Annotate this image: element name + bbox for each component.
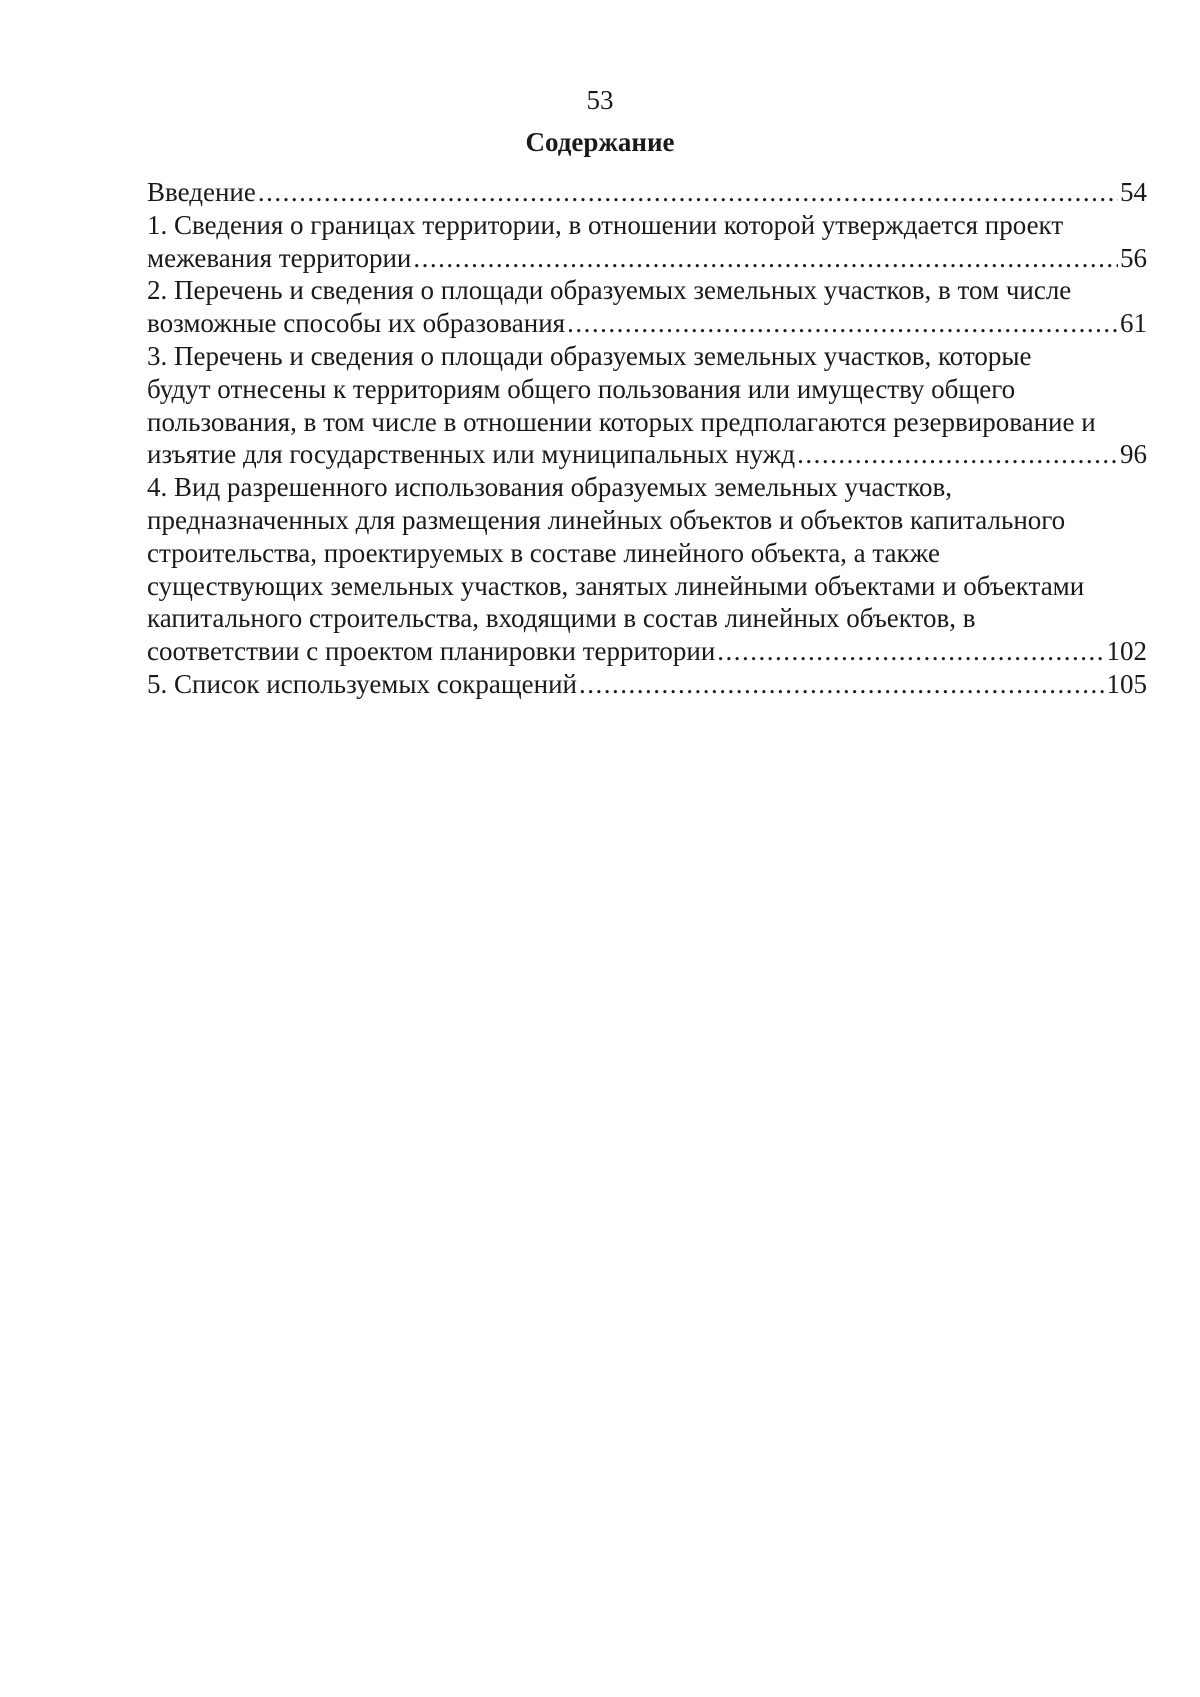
toc-entry-introduction [147,176,1147,209]
dot-leader [567,307,1118,340]
table-of-contents [147,176,1147,701]
toc-entry-text: 3. Перечень и сведения о площади образуемых земельных участков, которые [147,340,1032,371]
toc-entry-text: соответствии с проектом планировки территории [147,636,716,667]
toc-page-number: 105 [1106,668,1147,699]
dot-leader [413,242,1118,275]
toc-entry-text: 5. Список используемых сокращений [147,668,577,699]
toc-entry-text: существующих земельных участков, занятых линейными объектами и объектами [147,570,1085,601]
toc-page-number: 96 [1120,439,1147,470]
toc-entry-text: 2. Перечень и сведения о площади образуемых земельных участков, в том числе [147,275,1072,306]
toc-page-number: 56 [1120,242,1147,273]
toc-page-number: 61 [1120,308,1147,339]
toc-entry-text: возможные способы их образования [147,308,566,339]
page-number: 53 [586,85,614,115]
toc-entry-text: предназначенных для размещения линейных объектов и объектов капитального [147,504,1066,535]
toc-entry-text: строительства, проектируемых в составе линейного объекта, а также [147,537,940,568]
toc-entry-5 [147,668,1147,701]
toc-entry-text: будут отнесены к территориям общего пользования или имуществу общего [147,373,1016,404]
toc-entry-text: пользования, в том числе в отношении которых предполагаются резервирование и [147,406,1096,437]
dot-leader [797,438,1118,471]
toc-entry-text: Введение [147,177,256,207]
toc-entry-text: капитального строительства, входящими в состав линейных объектов, в [147,603,976,634]
toc-page-number: 102 [1106,636,1147,667]
toc-entry-2 [147,274,1147,340]
toc-entry-3 [147,340,1147,471]
toc-page-number: 54 [1120,177,1147,207]
toc-entry-1 [147,209,1147,275]
toc-entry-4 [147,471,1147,668]
toc-entry-text: изъятие для государственных или муниципальных нужд [147,439,796,470]
toc-entry-text: 4. Вид разрешенного использования образуемых земельных участков, [147,472,953,503]
dot-leader [717,635,1104,668]
dot-leader [258,176,1118,209]
toc-title: Содержание [525,127,675,157]
dot-leader [579,668,1105,701]
toc-entry-text: межевания территории [147,242,412,273]
toc-entry-text: 1. Сведения о границах территории, в отношении которой утверждается проект [147,209,1064,240]
